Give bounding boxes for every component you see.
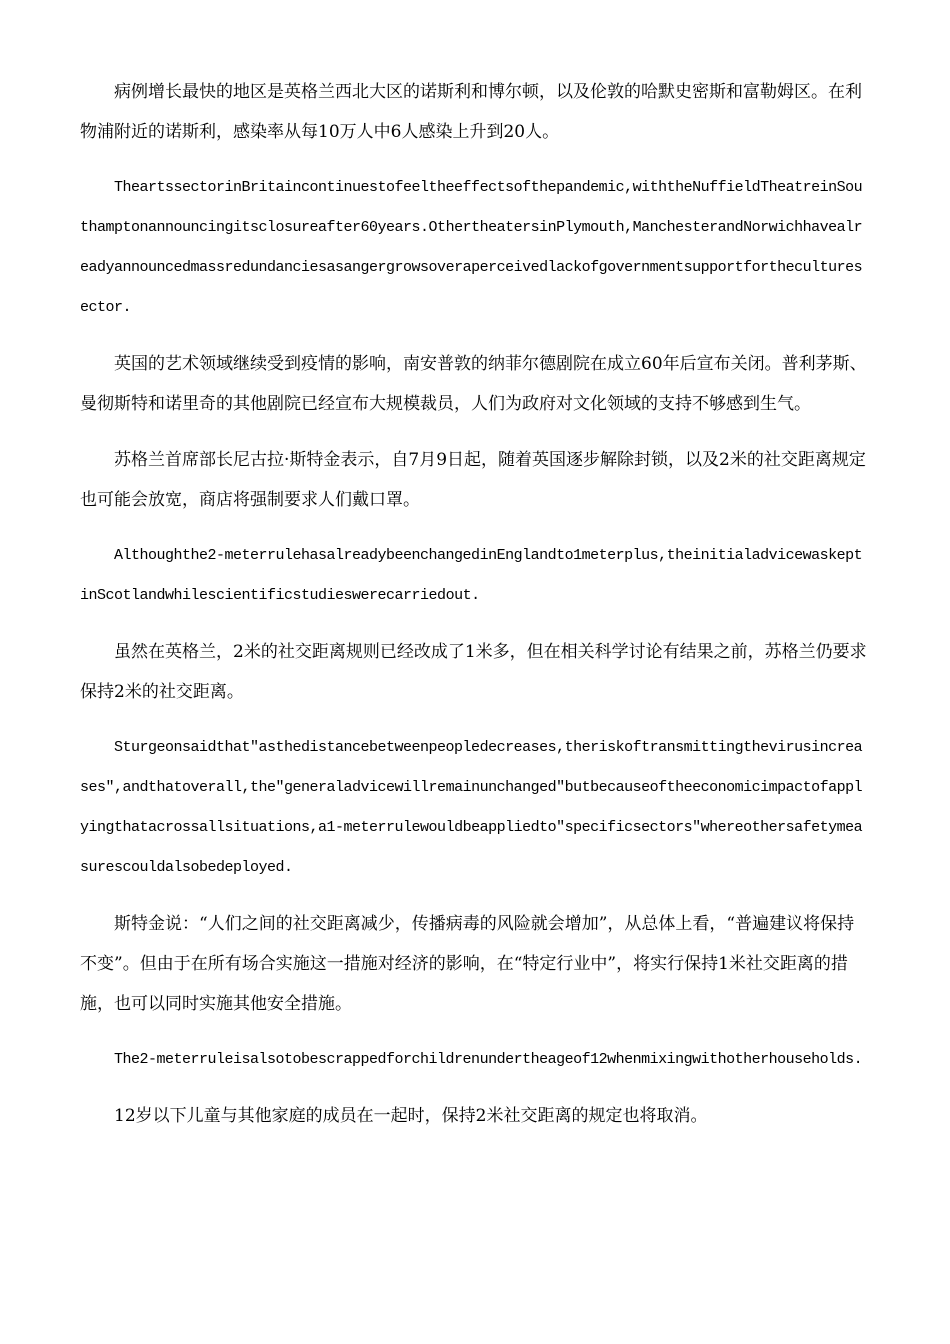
paragraph-en-sturgeon-quote: Sturgeonsaidthat"asthedistancebetweenpeopledecreases,theriskoftransmittingthevirusincreases",andthatoverall,the"generaladvicewillremainunchanged"butbecauseoftheeconomicimpactofapplyingthatacrossallsituations,a1-meterrulewouldbeappliedto"specificsectors"whereothersafetymeasurescouldalsobedeployed.	[80, 739, 863, 876]
paragraph-zh-arts-sector: 英国的艺术领域继续受到疫情的影响，南安普敦的纳菲尔德剧院在成立60年后宣布关闭。普利茅斯、曼彻斯特和诺里奇的其他剧院已经宣布大规模裁员，人们为政府对文化领域的支持不够感到生气。	[80, 354, 867, 414]
paragraph-zh-two-meter-rule: 虽然在英格兰，2米的社交距离规则已经改成了1米多，但在相关科学讨论有结果之前，苏格兰仍要求保持2米的社交距离。	[80, 642, 867, 702]
paragraph-zh-masks-scotland: 苏格兰首席部长尼古拉·斯特金表示，自7月9日起，随着英国逐步解除封锁，以及2米的社交距离规定也可能会放宽，商店将强制要求人们戴口罩。	[80, 450, 866, 510]
paragraph-zh-outbreak-areas: 病例增长最快的地区是英格兰西北大区的诺斯利和博尔顿，以及伦敦的哈默史密斯和富勒姆区。在利物浦附近的诺斯利，感染率从每10万人中6人感染上升到20人。	[80, 82, 862, 142]
paragraph-en-two-meter-rule: Althoughthe2-meterrulehasalreadybeenchangedinEnglandto1meterplus,theinitialadvicewaskeptinScotlandwhilescientificstudieswerecarriedout.	[80, 547, 863, 604]
paragraph-zh-sturgeon-quote: 斯特金说：“人们之间的社交距离减少，传播病毒的风险就会增加”，从总体上看，“普遍建议将保持不变”。但由于在所有场合实施这一措施对经济的影响，在“特定行业中”，将实行保持1米社交距离的措施，也可以同时实施其他安全措施。	[80, 914, 855, 1014]
paragraph-en-arts-sector: TheartssectorinBritaincontinuestofeeltheeffectsofthepandemic,withtheNuffieldTheatreinSouthamptonannouncingitsclosureafter60years.OthertheatersinPlymouth,ManchesterandNorwichhavealreadyannouncedmassredundanciesasangergrowsoveraperceivedlackofgovernmentsupportforthecultureseсtor.	[80, 179, 863, 316]
paragraph-zh-children-rule: 12岁以下儿童与其他家庭的成员在一起时，保持2米社交距离的规定也将取消。	[114, 1106, 708, 1126]
paragraph-en-children-rule: The2-meterruleisalsotobescrappedforchildrenundertheageof12whenmixingwithotherhouseholds.	[114, 1051, 863, 1068]
document-page	[80, 72, 870, 1152]
